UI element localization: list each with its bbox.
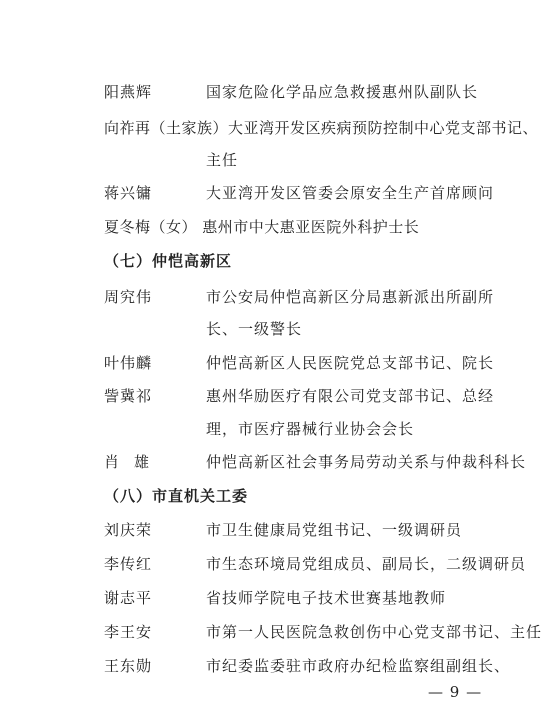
person-title-continued: 主任 [206,151,239,169]
person-name: 蒋兴镛 [104,184,153,202]
person-title: 国家危险化学品应急救援惠州队副队长 [206,83,479,101]
person-name: 谢志平 [104,589,153,607]
person-title: 大亚湾开发区管委会原安全生产首席顾问 [206,184,495,202]
list-item [0,518,553,542]
person-title: 市生态环境局党组成员、副局长，二级调研员 [206,555,527,573]
person-name: 王东勋 [104,657,153,675]
person-name: 阳燕辉 [104,83,153,101]
person-title-continued: 理，市医疗器械行业协会会长 [206,420,415,438]
person-title-continued: 长、一级警长 [206,320,303,338]
person-entry: 向祚再（土家族）大亚湾开发区疾病预防控制中心党支部书记、 [104,119,539,137]
person-title: 市卫生健康局党组书记、一级调研员 [206,521,463,539]
list-item [0,181,553,205]
person-title: 仲恺高新区社会事务局劳动关系与仲裁科科长 [206,453,527,471]
page-number: — 9 — [428,683,483,701]
person-name: 李传红 [104,555,153,573]
person-title: 市公安局仲恺高新区分局惠新派出所副所 [206,288,495,306]
list-item [0,351,553,375]
list-item [0,285,553,309]
list-item [0,116,553,140]
list-item-continuation [0,148,553,172]
list-item-continuation [0,417,553,441]
list-item [0,586,553,610]
list-item [0,654,553,678]
section-heading-text: （八）市直机关工委 [104,487,249,505]
list-item [0,80,553,104]
person-name-char: 肖 [104,453,120,471]
list-item [0,384,553,408]
person-title: 市纪委监委驻市政府办纪检监察组副组长、 [206,657,511,675]
list-item [0,215,553,239]
section-heading-text: （七）仲恺高新区 [104,252,233,270]
person-title: 省技师学院电子技术世赛基地教师 [206,589,447,607]
person-name: 訾冀祁 [104,387,153,405]
list-item-continuation [0,317,553,341]
list-item [0,552,553,576]
person-name-char: 雄 [134,453,150,471]
person-name: 李王安 [104,623,153,641]
person-entry: 夏冬梅（女） 惠州市中大惠亚医院外科护士长 [104,218,420,236]
section-heading [0,484,553,508]
list-item [0,620,553,644]
person-name: 周究伟 [104,288,153,306]
person-title: 惠州华励医疗有限公司党支部书记、总经 [206,387,495,405]
person-title: 市第一人民医院急救创伤中心党支部书记、主任 [206,623,543,641]
person-title: 仲恺高新区人民医院党总支部书记、院长 [206,354,495,372]
person-name: 叶伟麟 [104,354,153,372]
section-heading [0,249,553,273]
list-item [0,450,553,474]
person-name: 刘庆荣 [104,521,153,539]
